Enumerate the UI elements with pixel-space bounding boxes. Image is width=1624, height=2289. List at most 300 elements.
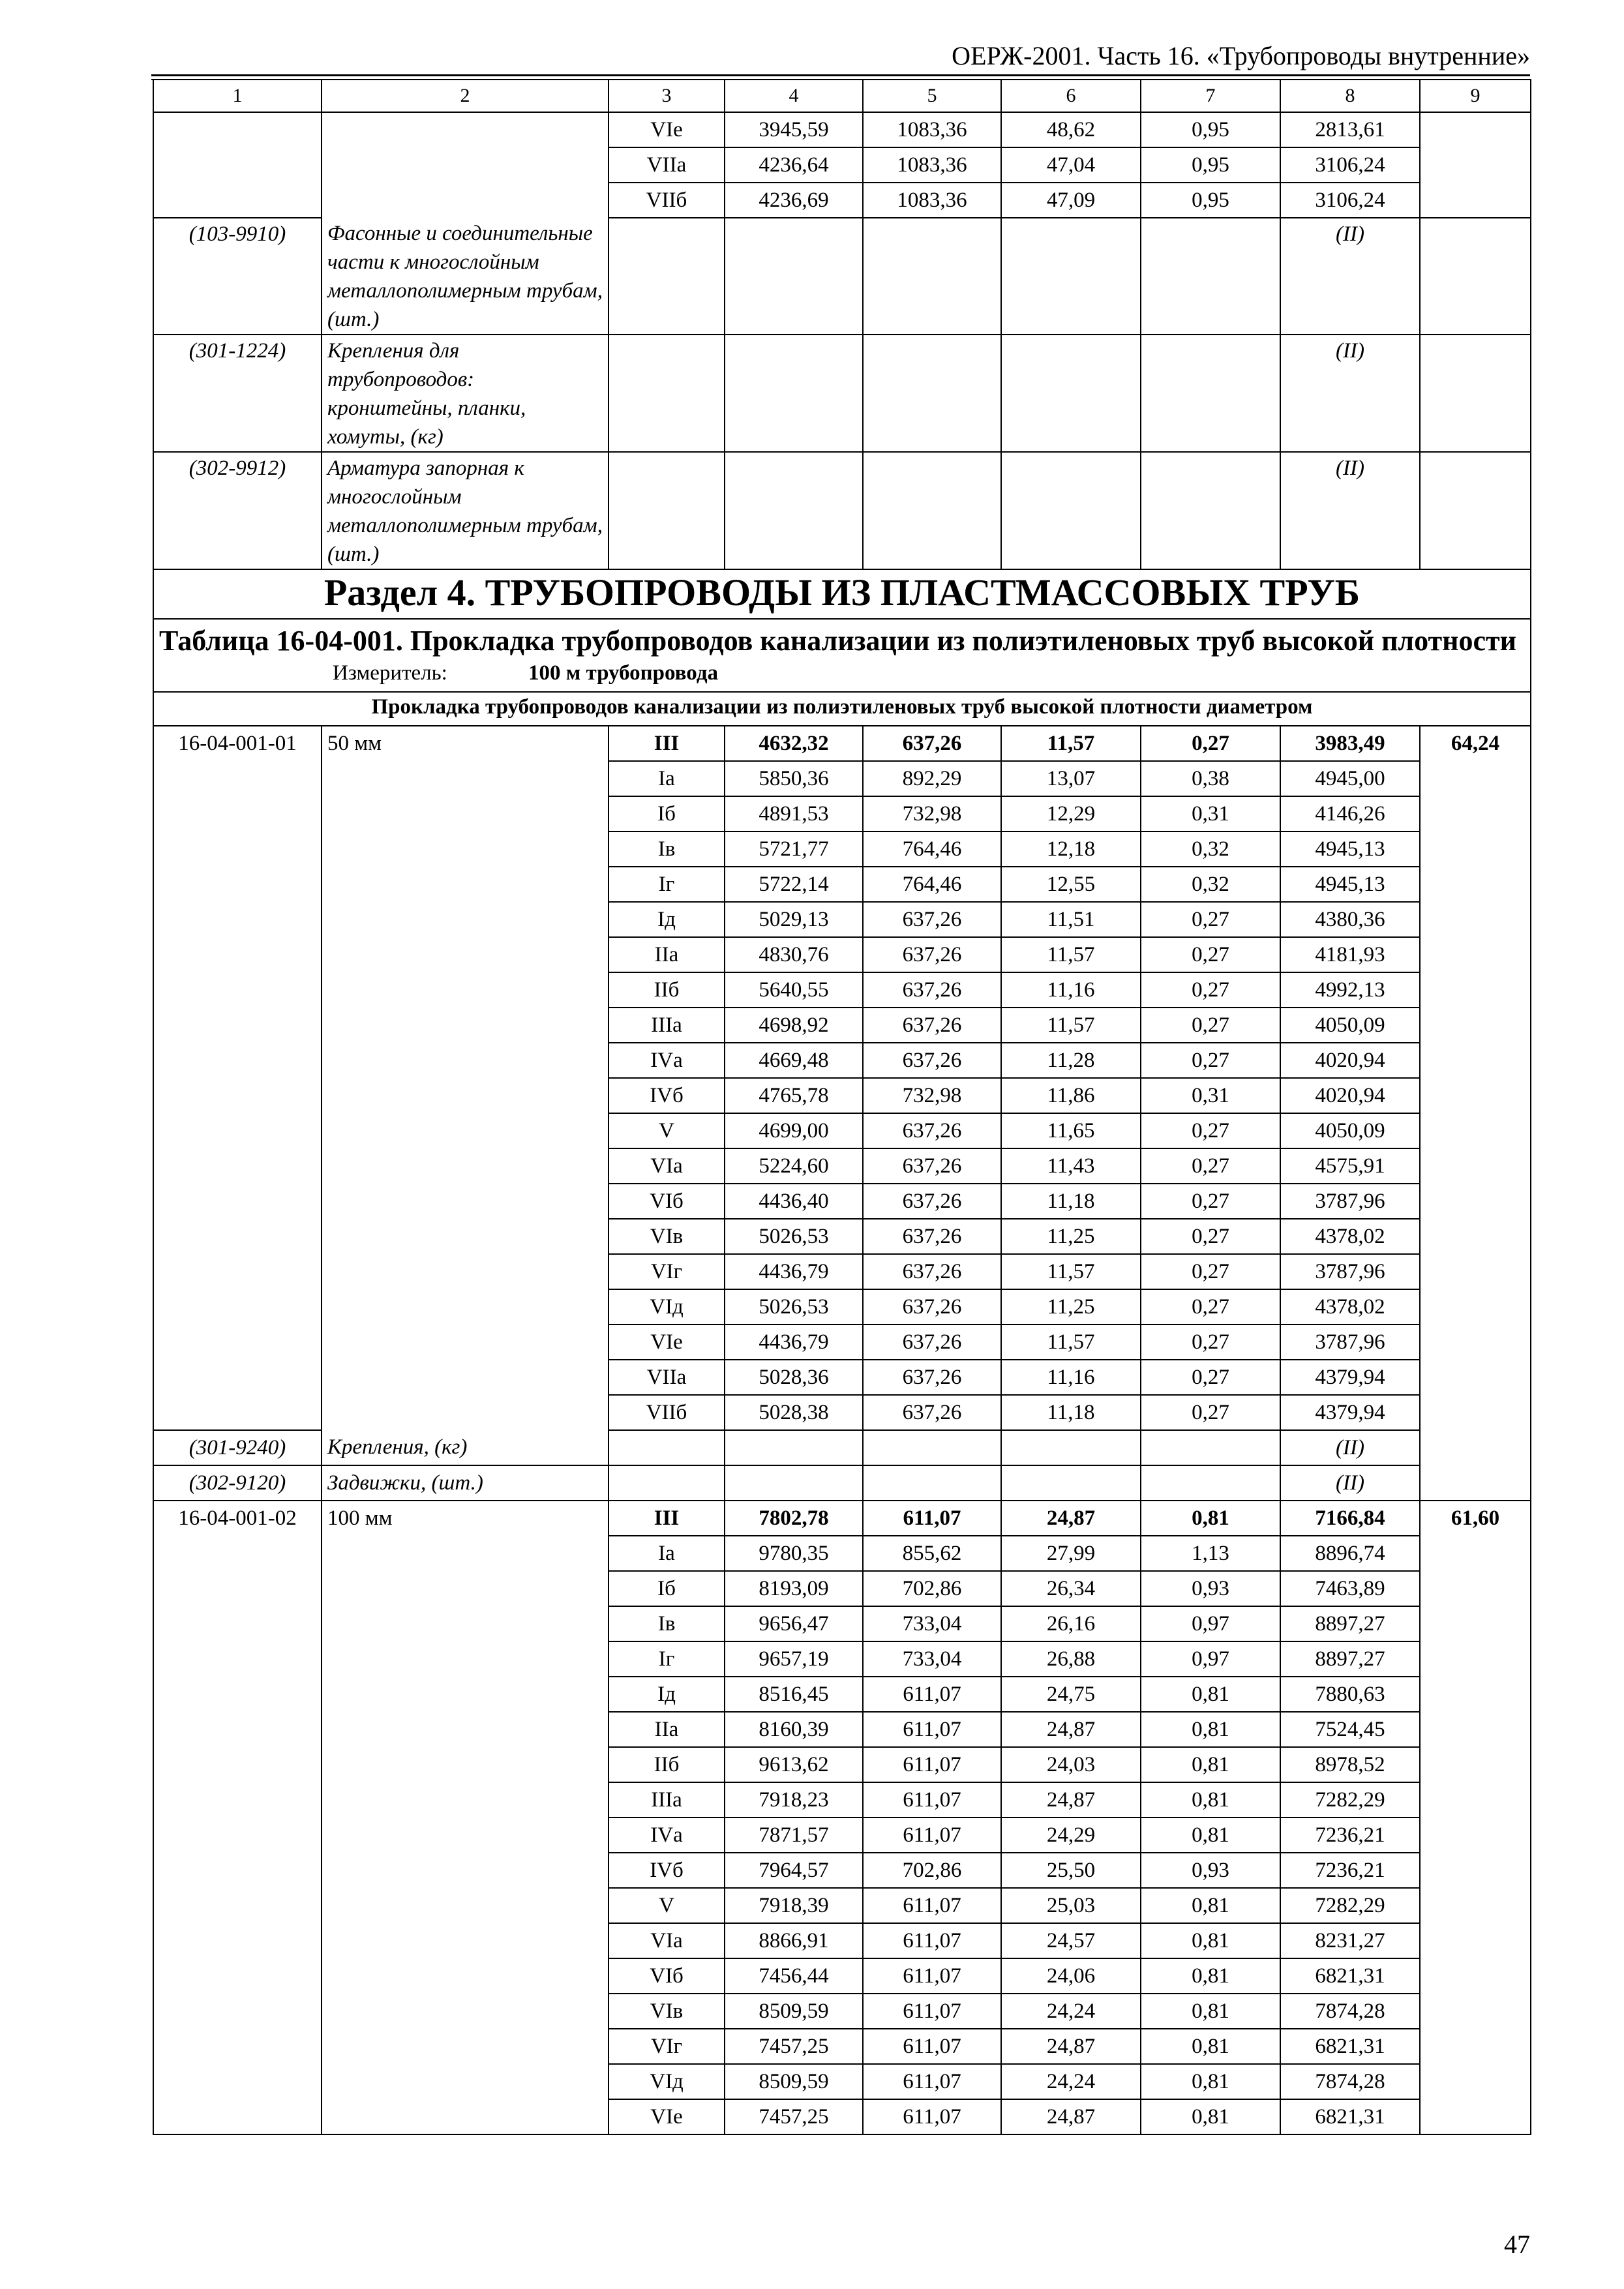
value-cell: 637,26 [863,1289,1001,1324]
value-cell: 611,07 [863,1888,1001,1923]
column-number-row [153,80,1531,112]
value-cell: 637,26 [863,726,1001,761]
empty-cell [725,218,863,335]
value-cell: 1083,36 [863,147,1001,183]
value-cell: 8509,59 [725,2064,863,2099]
value-cell: 11,43 [1001,1148,1141,1184]
value-cell: 733,04 [863,1641,1001,1677]
note-text: Фасонные и соединительные части к многослойным металлополимерным трубам, (шт.) [322,218,609,335]
value-cell: 0,27 [1141,1395,1280,1430]
value-cell: 637,26 [863,1219,1001,1254]
value-cell: 47,04 [1001,147,1141,183]
value-cell: 26,16 [1001,1606,1141,1641]
value-cell: 11,57 [1001,1008,1141,1043]
value-cell: 5721,77 [725,831,863,867]
zone-cell: VIб [609,1184,725,1219]
description-row [153,692,1531,726]
item-col9: 61,60 [1420,1501,1531,2134]
value-cell: 637,26 [863,1324,1001,1360]
value-cell: 4765,78 [725,1078,863,1113]
value-cell: 611,07 [863,1994,1001,2029]
zone-cell: V [609,1888,725,1923]
value-cell: 11,16 [1001,972,1141,1008]
value-cell: 11,65 [1001,1113,1141,1148]
rates-table [153,79,1531,2135]
value-cell: 13,07 [1001,761,1141,796]
value-cell: 2813,61 [1280,112,1420,147]
table-title-row [153,619,1531,692]
value-cell: 0,38 [1141,761,1280,796]
table-title: Таблица 16-04-001. Прокладка трубопроводов канализации из полиэтиленовых труб высокой плотности [159,625,1516,657]
note-text: Арматура запорная к многослойным металлополимерным трубам, (шт.) [322,452,609,569]
value-cell: 637,26 [863,1113,1001,1148]
zone-cell: IIIа [609,1782,725,1818]
value-cell: 11,28 [1001,1043,1141,1078]
zone-cell: Iа [609,761,725,796]
value-cell: 5224,60 [725,1148,863,1184]
column-number: 6 [1001,80,1141,112]
empty-cell [609,1465,725,1501]
value-cell: 9780,35 [725,1536,863,1571]
zone-cell: VIIб [609,183,725,218]
value-cell: 0,27 [1141,1219,1280,1254]
zone-cell: VIа [609,1148,725,1184]
value-cell: 637,26 [863,902,1001,937]
note-col8: (II) [1280,218,1420,335]
empty-cell [863,1430,1001,1465]
value-cell: 637,26 [863,1184,1001,1219]
column-number: 4 [725,80,863,112]
value-cell: 26,34 [1001,1571,1141,1606]
column-number: 2 [322,80,609,112]
value-cell: 0,27 [1141,1148,1280,1184]
value-cell: 11,16 [1001,1360,1141,1395]
value-cell: 25,03 [1001,1888,1141,1923]
value-cell: 0,31 [1141,1078,1280,1113]
value-cell: 0,27 [1141,1113,1280,1148]
zone-cell: Iг [609,867,725,902]
value-cell: 764,46 [863,867,1001,902]
zone-cell: VIIа [609,1360,725,1395]
value-cell: 855,62 [863,1536,1001,1571]
note-row [153,1465,1531,1501]
value-cell: 8978,52 [1280,1747,1420,1782]
value-cell: 4436,79 [725,1324,863,1360]
value-cell: 4669,48 [725,1043,863,1078]
value-cell: 0,27 [1141,937,1280,972]
value-cell: 8231,27 [1280,1923,1420,1958]
value-cell: 47,09 [1001,183,1141,218]
table-description: Прокладка трубопроводов канализации из полиэтиленовых труб высокой плотности диаметром [153,692,1531,726]
value-cell: 11,86 [1001,1078,1141,1113]
empty-cell [609,335,725,452]
value-cell: 3106,24 [1280,147,1420,183]
value-cell: 0,27 [1141,1254,1280,1289]
value-cell: 0,27 [1141,1184,1280,1219]
zone-cell: Iд [609,902,725,937]
empty-cell [1420,218,1531,335]
zone-cell: IIб [609,972,725,1008]
note-row [153,1430,1531,1465]
value-cell: 0,81 [1141,1818,1280,1853]
value-cell: 611,07 [863,1677,1001,1712]
value-cell: 5640,55 [725,972,863,1008]
value-cell: 7871,57 [725,1818,863,1853]
value-cell: 3787,96 [1280,1184,1420,1219]
value-cell: 0,95 [1141,112,1280,147]
value-cell: 611,07 [863,1958,1001,1994]
value-cell: 3787,96 [1280,1324,1420,1360]
value-cell: 0,81 [1141,1782,1280,1818]
value-cell: 24,87 [1001,1501,1141,1536]
value-cell: 702,86 [863,1853,1001,1888]
value-cell: 4378,02 [1280,1219,1420,1254]
zone-cell: VIв [609,1994,725,2029]
value-cell: 4379,94 [1280,1395,1420,1430]
value-cell: 5029,13 [725,902,863,937]
value-cell: 0,81 [1141,1501,1280,1536]
value-cell: 11,57 [1001,937,1141,972]
value-cell: 5026,53 [725,1289,863,1324]
zone-cell: IVб [609,1853,725,1888]
page-number: 47 [1504,2230,1530,2259]
measure-value: 100 м трубопровода [528,661,719,685]
value-cell: 637,26 [863,1008,1001,1043]
value-cell: 5028,38 [725,1395,863,1430]
value-cell: 1,13 [1141,1536,1280,1571]
zone-cell: IVа [609,1043,725,1078]
value-cell: 4632,32 [725,726,863,761]
value-cell: 4236,69 [725,183,863,218]
value-cell: 8897,27 [1280,1606,1420,1641]
value-cell: 24,75 [1001,1677,1141,1712]
note-code: (302-9912) [153,452,322,569]
value-cell: 27,99 [1001,1536,1141,1571]
value-cell: 0,93 [1141,1853,1280,1888]
value-cell: 0,27 [1141,1360,1280,1395]
value-cell: 26,88 [1001,1641,1141,1677]
zone-cell: VIе [609,2099,725,2134]
value-cell: 732,98 [863,1078,1001,1113]
value-cell: 0,81 [1141,2029,1280,2064]
value-cell: 4436,79 [725,1254,863,1289]
value-cell: 0,81 [1141,1712,1280,1747]
column-number: 9 [1420,80,1531,112]
value-cell: 24,87 [1001,2099,1141,2134]
zone-cell: III [609,726,725,761]
value-cell: 0,27 [1141,972,1280,1008]
value-cell: 611,07 [863,1782,1001,1818]
value-cell: 3787,96 [1280,1254,1420,1289]
note-code: (103-9910) [153,218,322,335]
value-cell: 892,29 [863,761,1001,796]
value-cell: 9657,19 [725,1641,863,1677]
value-cell: 0,81 [1141,1747,1280,1782]
zone-cell: VIIа [609,147,725,183]
name-cell-empty [322,112,609,218]
zone-cell: VIа [609,1923,725,1958]
value-cell: 7964,57 [725,1853,863,1888]
value-cell: 764,46 [863,831,1001,867]
value-cell: 4699,00 [725,1113,863,1148]
zone-cell: VIг [609,2029,725,2064]
value-cell: 7236,21 [1280,1853,1420,1888]
value-cell: 4436,40 [725,1184,863,1219]
value-cell: 7918,39 [725,1888,863,1923]
zone-cell: IIа [609,1712,725,1747]
value-cell: 637,26 [863,1395,1001,1430]
value-cell: 24,87 [1001,2029,1141,2064]
value-cell: 9656,47 [725,1606,863,1641]
note-row [153,335,1531,452]
value-cell: 0,27 [1141,1289,1280,1324]
zone-cell: VIIб [609,1395,725,1430]
value-cell: 11,18 [1001,1184,1141,1219]
zone-cell: VIд [609,2064,725,2099]
value-cell: 0,81 [1141,1923,1280,1958]
empty-cell [863,452,1001,569]
value-cell: 48,62 [1001,112,1141,147]
value-cell: 637,26 [863,1254,1001,1289]
value-cell: 8897,27 [1280,1641,1420,1677]
zone-cell: III [609,1501,725,1536]
item-name: 100 мм [322,1501,609,2134]
zone-cell: VIд [609,1289,725,1324]
value-cell: 611,07 [863,1712,1001,1747]
empty-cell [725,1465,863,1501]
zone-cell: Iд [609,1677,725,1712]
zone-cell: VIе [609,1324,725,1360]
empty-cell [863,335,1001,452]
value-cell: 24,87 [1001,1712,1141,1747]
zone-cell: Iв [609,831,725,867]
note-text: Крепления, (кг) [322,1430,609,1465]
value-cell: 11,57 [1001,726,1141,761]
note-col8: (II) [1280,335,1420,452]
zone-cell: Iб [609,796,725,831]
zone-cell: V [609,1113,725,1148]
page-header: ОЕРЖ-2001. Часть 16. «Трубопроводы внутренние» [952,41,1530,70]
empty-cell [863,1465,1001,1501]
value-cell: 4020,94 [1280,1078,1420,1113]
note-code: (302-9120) [153,1465,322,1501]
value-cell: 8866,91 [725,1923,863,1958]
empty-cell [1001,335,1141,452]
zone-cell: VIб [609,1958,725,1994]
empty-cell [1001,452,1141,569]
value-cell: 3983,49 [1280,726,1420,761]
zone-cell: Iа [609,1536,725,1571]
value-cell: 0,31 [1141,796,1280,831]
empty-cell [609,452,725,569]
empty-cell [1141,452,1280,569]
measure-label: Измеритель: [333,661,447,685]
empty-cell [1141,335,1280,452]
value-cell: 24,87 [1001,1782,1141,1818]
empty-cell [609,1430,725,1465]
zone-cell: IVа [609,1818,725,1853]
zone-cell: Iб [609,1571,725,1606]
note-text: Задвижки, (шт.) [322,1465,609,1501]
column-number: 1 [153,80,322,112]
value-cell: 6821,31 [1280,2029,1420,2064]
value-cell: 4698,92 [725,1008,863,1043]
note-row [153,452,1531,569]
value-cell: 11,57 [1001,1254,1141,1289]
value-cell: 4020,94 [1280,1043,1420,1078]
value-cell: 4830,76 [725,937,863,972]
value-cell: 7524,45 [1280,1712,1420,1747]
value-cell: 12,55 [1001,867,1141,902]
value-cell: 0,95 [1141,147,1280,183]
empty-cell [1420,335,1531,452]
value-cell: 4891,53 [725,796,863,831]
zone-cell: Iг [609,1641,725,1677]
note-col8: (II) [1280,452,1420,569]
value-cell: 5850,36 [725,761,863,796]
value-cell: 0,81 [1141,1677,1280,1712]
section-title: Раздел 4. ТРУБОПРОВОДЫ ИЗ ПЛАСТМАССОВЫХ ТРУБ [153,569,1531,619]
zone-cell: VIг [609,1254,725,1289]
note-col8: (II) [1280,1465,1420,1501]
value-cell: 637,26 [863,1043,1001,1078]
column-number: 8 [1280,80,1420,112]
value-cell: 9613,62 [725,1747,863,1782]
value-cell: 0,95 [1141,183,1280,218]
note-col8: (II) [1280,1430,1420,1465]
value-cell: 611,07 [863,1818,1001,1853]
value-cell: 8896,74 [1280,1536,1420,1571]
value-cell: 4992,13 [1280,972,1420,1008]
value-cell: 24,03 [1001,1747,1141,1782]
table-row [153,112,1531,147]
value-cell: 4945,13 [1280,867,1420,902]
value-cell: 7457,25 [725,2099,863,2134]
zone-cell: IIIа [609,1008,725,1043]
value-cell: 7236,21 [1280,1818,1420,1853]
empty-cell [1001,1430,1141,1465]
value-cell: 25,50 [1001,1853,1141,1888]
value-cell: 0,27 [1141,1324,1280,1360]
column-number: 3 [609,80,725,112]
value-cell: 24,06 [1001,1958,1141,1994]
value-cell: 0,32 [1141,831,1280,867]
value-cell: 0,81 [1141,1888,1280,1923]
zone-cell: VIв [609,1219,725,1254]
value-cell: 8516,45 [725,1677,863,1712]
value-cell: 637,26 [863,1360,1001,1395]
item-code: 16-04-001-02 [153,1501,322,2134]
empty-cell [1001,218,1141,335]
zone-cell: VIе [609,112,725,147]
value-cell: 0,32 [1141,867,1280,902]
empty-cell [1141,1430,1280,1465]
value-cell: 11,25 [1001,1289,1141,1324]
value-cell: 4146,26 [1280,796,1420,831]
value-cell: 24,24 [1001,2064,1141,2099]
value-cell: 8193,09 [725,1571,863,1606]
value-cell: 0,81 [1141,2099,1280,2134]
value-cell: 11,18 [1001,1395,1141,1430]
zone-cell: IIб [609,1747,725,1782]
value-cell: 5028,36 [725,1360,863,1395]
value-cell: 12,29 [1001,796,1141,831]
value-cell: 0,27 [1141,902,1280,937]
value-cell: 0,27 [1141,1043,1280,1078]
value-cell: 11,51 [1001,902,1141,937]
value-cell: 702,86 [863,1571,1001,1606]
value-cell: 0,93 [1141,1571,1280,1606]
value-cell: 1083,36 [863,112,1001,147]
value-cell: 24,24 [1001,1994,1141,2029]
value-cell: 8509,59 [725,1994,863,2029]
value-cell: 7282,29 [1280,1782,1420,1818]
value-cell: 3106,24 [1280,183,1420,218]
value-cell: 7802,78 [725,1501,863,1536]
empty-cell [1420,452,1531,569]
section-row [153,569,1531,619]
value-cell: 24,57 [1001,1923,1141,1958]
value-cell: 4379,94 [1280,1360,1420,1395]
value-cell: 5026,53 [725,1219,863,1254]
value-cell: 5722,14 [725,867,863,902]
value-cell: 0,97 [1141,1606,1280,1641]
value-cell: 732,98 [863,796,1001,831]
zone-cell: IIа [609,937,725,972]
column-number: 5 [863,80,1001,112]
table-row [153,726,1531,761]
zone-cell: IVб [609,1078,725,1113]
value-cell: 611,07 [863,2029,1001,2064]
value-cell: 637,26 [863,1148,1001,1184]
value-cell: 7880,63 [1280,1677,1420,1712]
value-cell: 1083,36 [863,183,1001,218]
value-cell: 24,29 [1001,1818,1141,1853]
item-code: 16-04-001-01 [153,726,322,1430]
value-cell: 0,97 [1141,1641,1280,1677]
value-cell: 7166,84 [1280,1501,1420,1536]
measure-line [159,659,1525,687]
value-cell: 4945,13 [1280,831,1420,867]
value-cell: 7918,23 [725,1782,863,1818]
value-cell: 8160,39 [725,1712,863,1747]
value-cell: 7874,28 [1280,1994,1420,2029]
value-cell: 0,81 [1141,1994,1280,2029]
value-cell: 4181,93 [1280,937,1420,972]
value-cell: 7874,28 [1280,2064,1420,2099]
value-cell: 0,81 [1141,1958,1280,1994]
empty-cell [1001,1465,1141,1501]
value-cell: 7282,29 [1280,1888,1420,1923]
code-cell-empty [153,112,322,218]
value-cell: 611,07 [863,1923,1001,1958]
value-cell: 4236,64 [725,147,863,183]
value-cell: 611,07 [863,1747,1001,1782]
col9-cell-empty [1420,112,1531,218]
value-cell: 11,25 [1001,1219,1141,1254]
value-cell: 4050,09 [1280,1008,1420,1043]
value-cell: 7457,25 [725,2029,863,2064]
header-rule [151,74,1530,76]
value-cell: 733,04 [863,1606,1001,1641]
value-cell: 4945,00 [1280,761,1420,796]
value-cell: 4380,36 [1280,902,1420,937]
note-code: (301-9240) [153,1430,322,1465]
empty-cell [725,335,863,452]
empty-cell [863,218,1001,335]
value-cell: 611,07 [863,2064,1001,2099]
value-cell: 637,26 [863,937,1001,972]
